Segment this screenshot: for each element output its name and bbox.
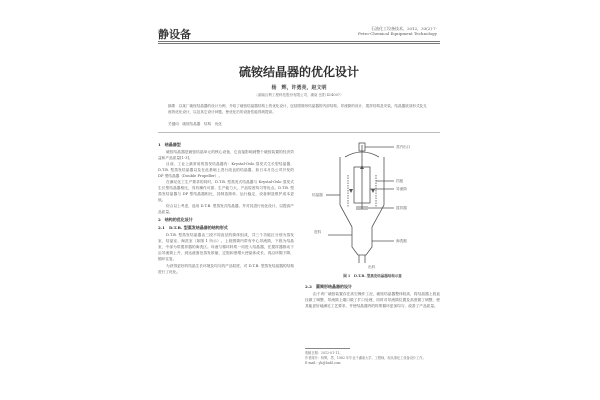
section-label: 静设备 (158, 28, 191, 41)
header-rule (158, 41, 440, 42)
label-elutriation: 淘洗腿 (396, 239, 407, 243)
journal-line-cn: 石油化工设备技术，2012，33(2)·7· (370, 26, 437, 31)
body-left-column (158, 140, 294, 275)
label-baffle: 挡板 (396, 179, 404, 183)
paper-keywords: 关键词：硫铵结晶器 结构 优化 (168, 122, 222, 126)
elutriation-leg (352, 227, 372, 255)
flow-arrow-down-left (349, 189, 353, 193)
label-agitator: 搅拌器 (396, 206, 407, 210)
paragraph: 在满足化工生产要求的同时，D.T.B. 型蒸发式结晶器与 Krystal-Oslo 蒸发式生长型结晶器相比，具有操作可靠、生产能力大、产品粒度均匀等优点。D.T.B. 型蒸发结晶器与 DP 型结晶器相比，其制造简单、运行稳定，设备制造维护成本更低。 (158, 179, 294, 203)
journal-line-en: Petro-Chemical Equipment Technology (358, 31, 437, 36)
paper-affiliation: （湖南百利工程科技股份有限公司，湖南 岳阳 414007） (254, 93, 344, 97)
section-heading: 1 结晶器型 (158, 141, 181, 147)
paragraph: 综合以上考虑，选用 D.T.B. 型蒸发式结晶器，并对其进行优化设计，以提高产品质量。 (158, 204, 294, 215)
footnote-received: 收稿日期：2012-01-11。 (305, 351, 343, 355)
figure-caption: 图 1 D.T.B. 型蒸发结晶器结构示意 (343, 274, 402, 278)
crystallizer-diagram (312, 135, 422, 270)
label-feed: 进料 (314, 230, 322, 234)
paragraph: D.T.B. 型蒸发结晶器由三段不同直径的筒体组成，共三个功能区分别为蒸发室、结晶室、淘洗室（如图 1 所示）。上段圆筒内带有中心导流筒，下段为结晶室，中部为带搅拌器的淘洗区。母液与循环料浆一同进入结晶器，在搅拌器推动下沿导流筒上升，到达液面处蒸发浓缩，过饱和度增大使晶体成长，再沿环隙下降，循环往复。 (158, 233, 294, 262)
label-crystallizer: 结晶器 (312, 193, 323, 197)
outlet-pipe (359, 255, 365, 263)
footnote-rule (305, 348, 350, 349)
subsection-heading: 2.1 D.T.B. 型蒸发结晶器的结构形式 (158, 225, 228, 231)
paper-title: 硫铵结晶器的优化设计 (238, 65, 359, 79)
paragraph: 由于该厂硫铵装置存在高空操作工况，硫铵结晶器整体较高，将结晶器上段直径做了调整，导流筒上端口做了扩口处理，同时对导流筒位置及高度做了调整，使其能更好地满足工艺要求，并使结晶器内的料浆循环更加均匀，改善了产品质量。 (305, 291, 440, 308)
paragraph: 硫铵结晶器是硫铵结晶单元的核心设备，它直接影响到整个硫铵装置的经济效益和产品质量[1-3]。 (158, 149, 294, 160)
label-guide-tube: 导流筒 (396, 187, 407, 191)
paragraph: 目前，工业上最常用的蒸发结晶器有：Krystal-Oslo 蒸发式生长型结晶器、D.T.B. 型蒸发结晶器以及在此基础上进行改良的结晶器，如日本月岛公司开发的 DP 型结晶器（Double Propeller）。 (158, 161, 294, 178)
abstract-rule (158, 132, 440, 133)
paper-authors: 杨 辉，许勇亮，赵文明 (271, 85, 327, 91)
section-heading: 2 结构的优化设计 (158, 217, 193, 223)
subsection-heading: 2.2 圆筒形结晶器的设计 (305, 283, 352, 289)
body-right-column (305, 282, 440, 309)
paragraph: 为获得更好的结晶生长环境及均匀的产品粒度，对 D.T.B. 型蒸发结晶器的结构进行了优化。 (158, 263, 294, 274)
header-rule-thin (158, 43, 440, 44)
label-vapor: 蒸汽出口 (396, 145, 411, 149)
paper-abstract: 摘要：以某厂硫铵结晶器的设计为例，介绍了硫铵结晶器结构上的优化设计，包括圆筒形结晶器的内部结构，导流筒的设计，搅拌结构及安装，结晶器底部形式及支座的优化设计，以及其它设计问题，使优化后的设备性能得到提高。 (168, 104, 427, 114)
journal-info (287, 26, 437, 36)
footnote (305, 351, 440, 366)
footnote-author: 作者简介：杨辉，男，1982 年毕业于湖南大学，工程师，现从事化工设备设计工作。 (305, 356, 426, 360)
flow-arrow-down-right (371, 189, 375, 193)
label-outlet: 出料 (368, 265, 376, 269)
footnote-email: E-mail：yh@hnbl.com (305, 361, 341, 365)
